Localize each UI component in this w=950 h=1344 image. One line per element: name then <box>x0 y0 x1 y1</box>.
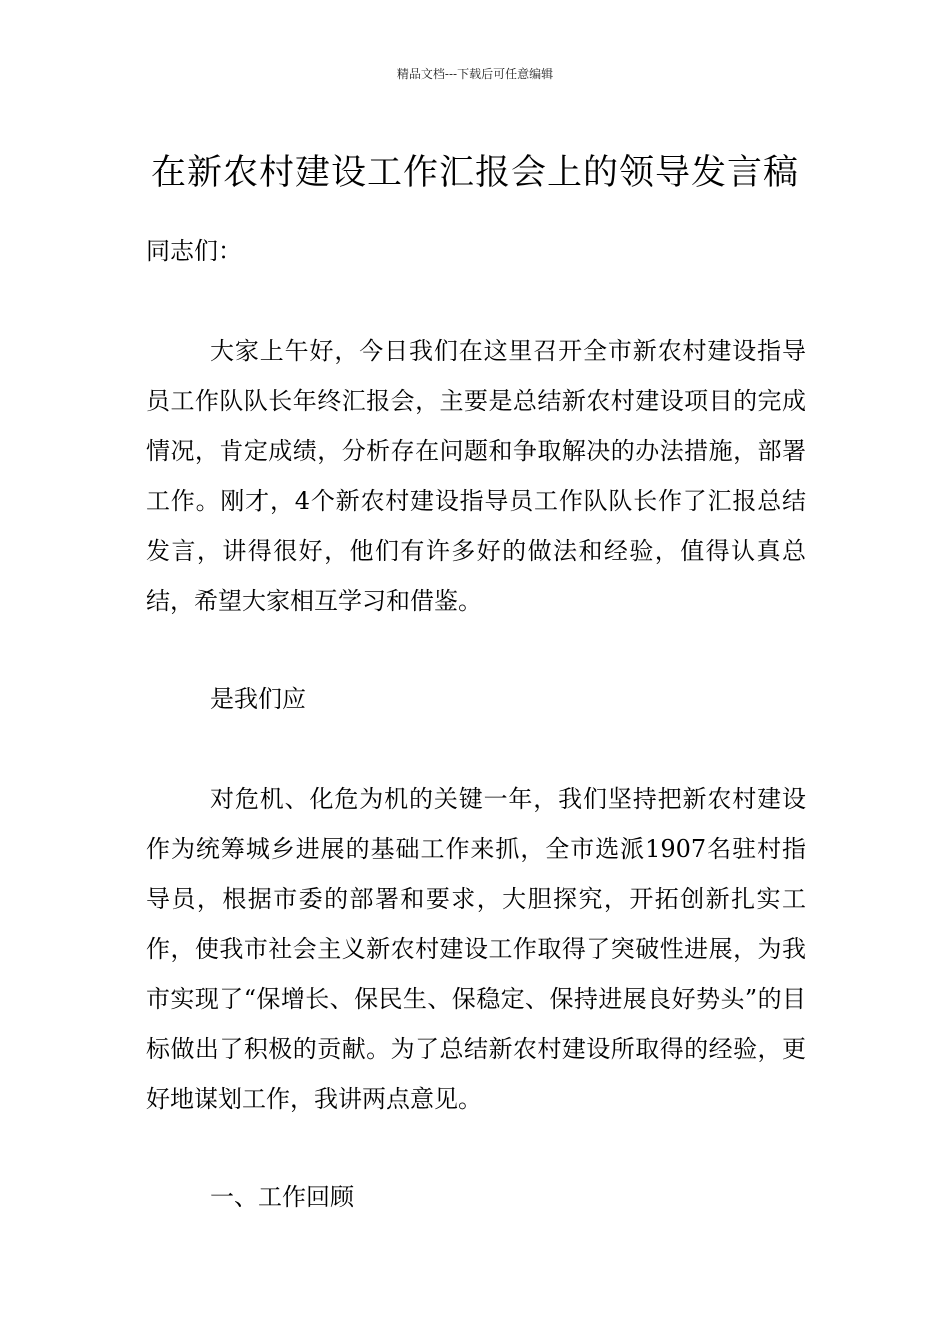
paragraph-review: 对危机、化危为机的关键一年，我们坚持把新农村建设作为统筹城乡进展的基础工作来抓，全市选派1907名驻村指导员，根据市委的部署和要求，大胆探究，开拓创新扎实工作，使我市社会主义新农村建设工作取得了突破性进展，为我市实现了“保增长、保民生、保稳定、保持进展良好势头”的目标做出了积极的贡献。为了总结新农村建设所取得的经验，更好地谋划工作，我讲两点意见。 <box>146 785 806 1113</box>
paragraph-fragment: 是我们应 <box>210 685 306 713</box>
greeting: 同志们： <box>146 237 242 265</box>
section-heading: 一、工作回顾 <box>210 1183 354 1211</box>
header-note: 精品文档---下载后可任意编辑 <box>396 67 554 81</box>
paragraph-opening: 大家上午好，今日我们在这里召开全市新农村建设指导员工作队队长年终汇报会，主要是总结新农村建设项目的完成情况，肯定成绩，分析存在问题和争取解决的办法措施，部署工作。刚才，4个新农村建设指导员工作队队长作了汇报总结发言，讲得很好，他们有许多好的做法和经验，值得认真总结，希望大家相互学习和借鉴。 <box>146 337 806 615</box>
document-title: 在新农村建设工作汇报会上的领导发言稿 <box>150 153 799 194</box>
